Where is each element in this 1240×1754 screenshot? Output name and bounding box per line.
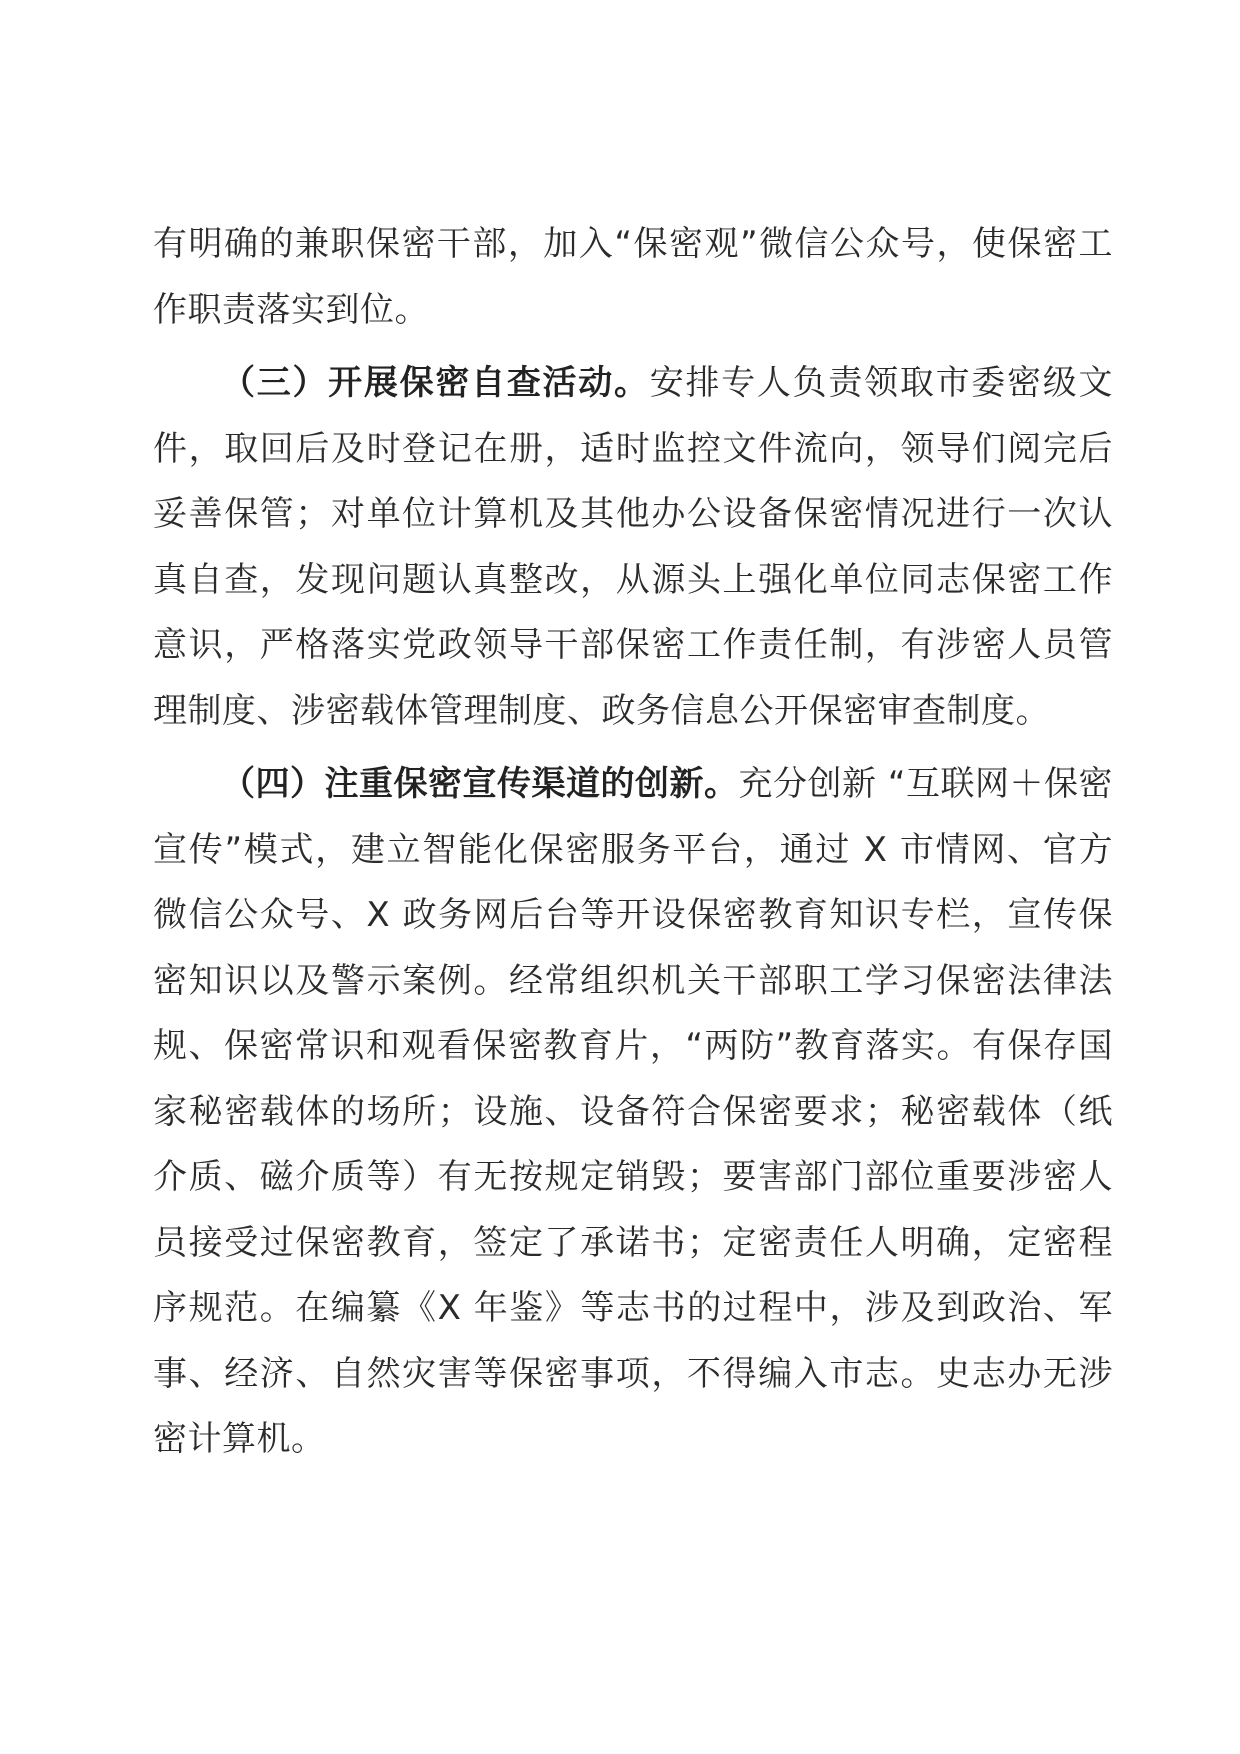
paragraph-publicity-innovation xyxy=(153,752,1113,1473)
paragraph-heading: （三）开展保密自查活动。 xyxy=(221,363,650,403)
paragraph-body: 安排专人负责领取市委密级文件，取回后及时登记在册，适时监控文件流向，领导们阅完后妥善保管；对单位计算机及其他办公设备保密情况进行一次认真自查，发现问题认真整改，从源头上强化单位同志保密工作意识，严格落实党政领导干部保密工作责任制，有涉密人员管理制度、涉密载体管理制度、政务信息公开保密审查制度。 xyxy=(153,363,1113,731)
paragraph-continuation xyxy=(153,212,1113,343)
paragraph-body: 有明确的兼职保密干部，加入“保密观”微信公众号，使保密工作职责落实到位。 xyxy=(153,224,1113,330)
paragraph-heading: （四）注重保密宣传渠道的创新。 xyxy=(221,764,739,804)
paragraph-body: 充分创新 “互联网＋保密宣传”模式，建立智能化保密服务平台，通过 X 市情网、官方微信公众号、X 政务网后台等开设保密教育知识专栏，宣传保密知识以及警示案例。经常组织机关干部职工学习保密法律法规、保密常识和观看保密教育片，“两防”教育落实。有保存国家秘密载体的场所；设施、设备符合保密要求；秘密载体（纸介质、磁介质等）有无按规定销毁；要害部门部位重要涉密人员接受过保密教育，签定了承诺书；定密责任人明确，定密程序规范。在编纂《X 年鉴》等志书的过程中，涉及到政治、军事、经济、自然灾害等保密事项，不得编入市志。史志办无涉密计算机。 xyxy=(153,764,1114,1459)
paragraph-self-inspection xyxy=(153,351,1113,744)
document-body xyxy=(153,212,1113,1473)
